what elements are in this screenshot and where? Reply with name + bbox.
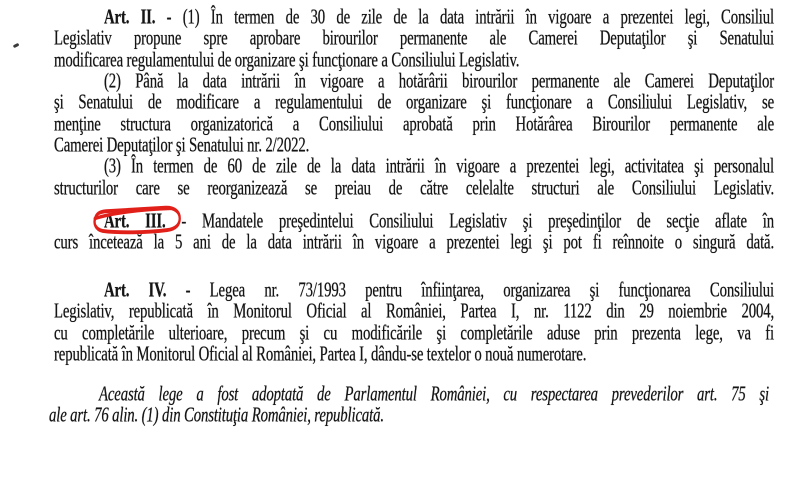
text-line <box>54 233 774 263</box>
text-line <box>54 179 774 209</box>
text-segment: menţine structura organizatorică a Consiliului aprobată prin Hotărârea Birourilor permanente ale <box>54 113 774 136</box>
text-segment: Art. IV. - <box>104 279 210 303</box>
text-segment: structurilor care se reorganizează se preiau de către celelalte structuri ale Consiliului Legislativ. <box>54 177 774 200</box>
text-segment: Legislativ, republicată în Monitorul Oficial al României, Partea I, nr. 1122 din 29 noiembrie 2004, <box>54 300 774 324</box>
scan-artifact-mark <box>13 43 20 48</box>
text-segment: Această lege a fost adoptată de Parlamentul României, cu respectarea prevederilor art. 75 şi <box>99 383 769 407</box>
text-segment: - Mandatele preşedintelui Consiliului Legislativ şi preşedinţilor de secţie aflate în <box>165 210 774 234</box>
text-block-art-4 <box>54 281 774 366</box>
text-segment: republicată în Monitorul Oficial al României, Partea I, dându-se textelor o nouă numerotare. <box>54 343 587 367</box>
text-block-art-3 <box>54 212 774 255</box>
document-text-column <box>49 0 774 486</box>
text-segment: (1) În termen de 30 de zile de la data intrării în vigoare a prezentei legi, Consiliul <box>182 6 774 30</box>
text-segment: curs încetează la 5 ani de la data intrării în vigoare a prezentei legi şi pot fi reînnoite o singură dată. <box>54 231 774 255</box>
text-segment: Legea nr. 73/1993 pentru înfiinţarea, organizarea şi funcţionarea Consiliului <box>209 279 774 303</box>
text-segment: şi Senatului de modificare a regulamentului de organizare şi funcţionare a Consiliului Legislativ, se <box>54 91 774 115</box>
text-segment: modificarea regulamentului de organizare şi funcţionare a Consiliului Legislativ. <box>54 49 520 72</box>
text-segment: (2) Până la data intrării în vigoare a hotărârii birourilor permanente ale Camerei Deputaţilor <box>104 70 774 94</box>
text-segment: Legislativ propune spre aprobare birourilor permanente ale Camerei Deputaţilor şi Senatului <box>54 27 774 51</box>
text-block-closing-formula <box>49 385 769 428</box>
text-segment: ale art. 76 alin. (1) din Constituţia României, republicată. <box>49 404 384 428</box>
text-line <box>49 406 769 436</box>
text-segment: cu completările ulterioare, precum şi cu modificările şi completările aduse prin prezenta lege, va fi <box>54 322 774 345</box>
text-line <box>54 345 774 375</box>
text-segment: Art. II. - <box>104 6 183 30</box>
text-segment: (3) În termen de 60 de zile de la data intrării în vigoare a prezentei legi, activitatea şi personalul <box>104 155 774 179</box>
circled-article-label: Art. III. <box>104 211 166 234</box>
text-block-art-2 <box>54 8 774 200</box>
text-segment: Camerei Deputaţilor şi Senatului nr. 2/2022. <box>54 134 310 158</box>
